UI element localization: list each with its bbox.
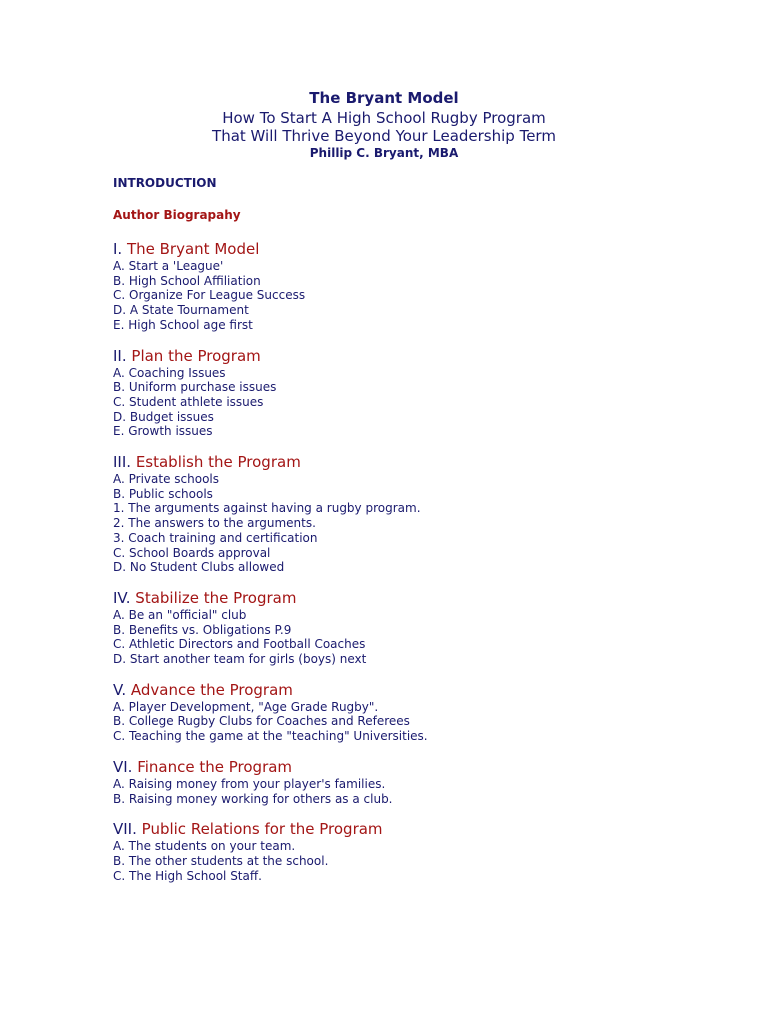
section-heading[interactable] — [113, 239, 733, 259]
section-numeral: III. — [113, 453, 132, 472]
introduction-link[interactable]: INTRODUCTION — [113, 176, 217, 190]
section-numeral: I. — [113, 240, 123, 258]
document-subtitle-line-1: How To Start A High School Rugby Program — [222, 109, 546, 127]
section-item: 1. The arguments against having a rugby program. — [113, 501, 421, 516]
section-item-list — [113, 777, 733, 806]
toc-section — [113, 680, 733, 744]
section-heading[interactable] — [113, 346, 733, 366]
document-title: The Bryant Model — [309, 89, 459, 107]
section-numeral: V. — [113, 680, 127, 699]
section-item: B. College Rugby Clubs for Coaches and Referees — [113, 714, 410, 729]
toc-section — [113, 819, 733, 883]
section-item-list — [113, 366, 733, 440]
document-author: Phillip C. Bryant, MBA — [309, 146, 459, 160]
section-item-list — [113, 259, 733, 333]
section-item: A. The students on your team. — [113, 839, 296, 854]
section-numeral: IV. — [113, 588, 131, 607]
section-item: B. Uniform purchase issues — [113, 380, 277, 395]
toc-section — [113, 239, 733, 333]
section-title: The Bryant Model — [122, 240, 260, 258]
section-item: B. Benefits vs. Obligations P.9 — [113, 622, 292, 637]
section-heading[interactable] — [113, 452, 733, 472]
author-biography-link[interactable]: Author Biograpahy — [113, 208, 241, 222]
section-item: D. No Student Clubs allowed — [113, 560, 285, 575]
section-title: Establish the Program — [131, 453, 301, 472]
section-title: Stabilize the Program — [130, 588, 297, 607]
section-heading[interactable] — [113, 819, 733, 839]
section-title: Advance the Program — [126, 680, 293, 699]
section-numeral: II. — [113, 346, 127, 365]
section-item: B. The other students at the school. — [113, 853, 329, 868]
section-title: Plan the Program — [126, 346, 261, 365]
section-item: A. Raising money from your player's families. — [113, 776, 386, 791]
section-item: A. Player Development, "Age Grade Rugby". — [113, 699, 379, 714]
section-item: D. A State Tournament — [113, 303, 249, 318]
section-item: E. Growth issues — [113, 424, 213, 439]
section-item: A. Start a 'League' — [113, 259, 224, 273]
section-item-list — [113, 608, 733, 667]
section-title: Finance the Program — [132, 757, 293, 776]
section-item: C. The High School Staff. — [113, 868, 262, 883]
section-heading[interactable] — [113, 680, 733, 700]
section-title: Public Relations for the Program — [136, 820, 383, 839]
section-heading[interactable] — [113, 588, 733, 608]
section-item: C. Student athlete issues — [113, 394, 264, 409]
section-item: D. Start another team for girls (boys) next — [113, 652, 367, 667]
section-item: 3. Coach training and certification — [113, 530, 318, 545]
toc-section — [113, 452, 733, 575]
section-item: A. Be an "official" club — [113, 607, 247, 622]
section-item: 2. The answers to the arguments. — [113, 516, 316, 531]
toc-section — [113, 346, 733, 440]
section-item: A. Coaching Issues — [113, 365, 226, 380]
toc-section — [113, 757, 733, 806]
section-item: E. High School age first — [113, 317, 253, 332]
section-heading[interactable] — [113, 757, 733, 777]
section-item: C. Organize For League Success — [113, 288, 306, 303]
section-item: B. Public schools — [113, 486, 213, 501]
section-item: B. Raising money working for others as a club. — [113, 791, 393, 806]
section-item-list — [113, 700, 733, 744]
section-item: D. Budget issues — [113, 409, 214, 424]
section-item: C. School Boards approval — [113, 545, 271, 560]
section-item: C. Athletic Directors and Football Coaches — [113, 637, 366, 652]
section-item-list — [113, 472, 733, 575]
section-item: B. High School Affiliation — [113, 273, 261, 288]
section-item: C. Teaching the game at the "teaching" Universities. — [113, 729, 428, 744]
section-item-list — [113, 839, 733, 883]
section-item: A. Private schools — [113, 472, 220, 487]
section-numeral: VII. — [113, 820, 137, 839]
document-subtitle-line-2: That Will Thrive Beyond Your Leadership Term — [212, 127, 556, 145]
table-of-contents — [113, 239, 733, 896]
section-numeral: VI. — [113, 757, 133, 776]
toc-section — [113, 588, 733, 667]
